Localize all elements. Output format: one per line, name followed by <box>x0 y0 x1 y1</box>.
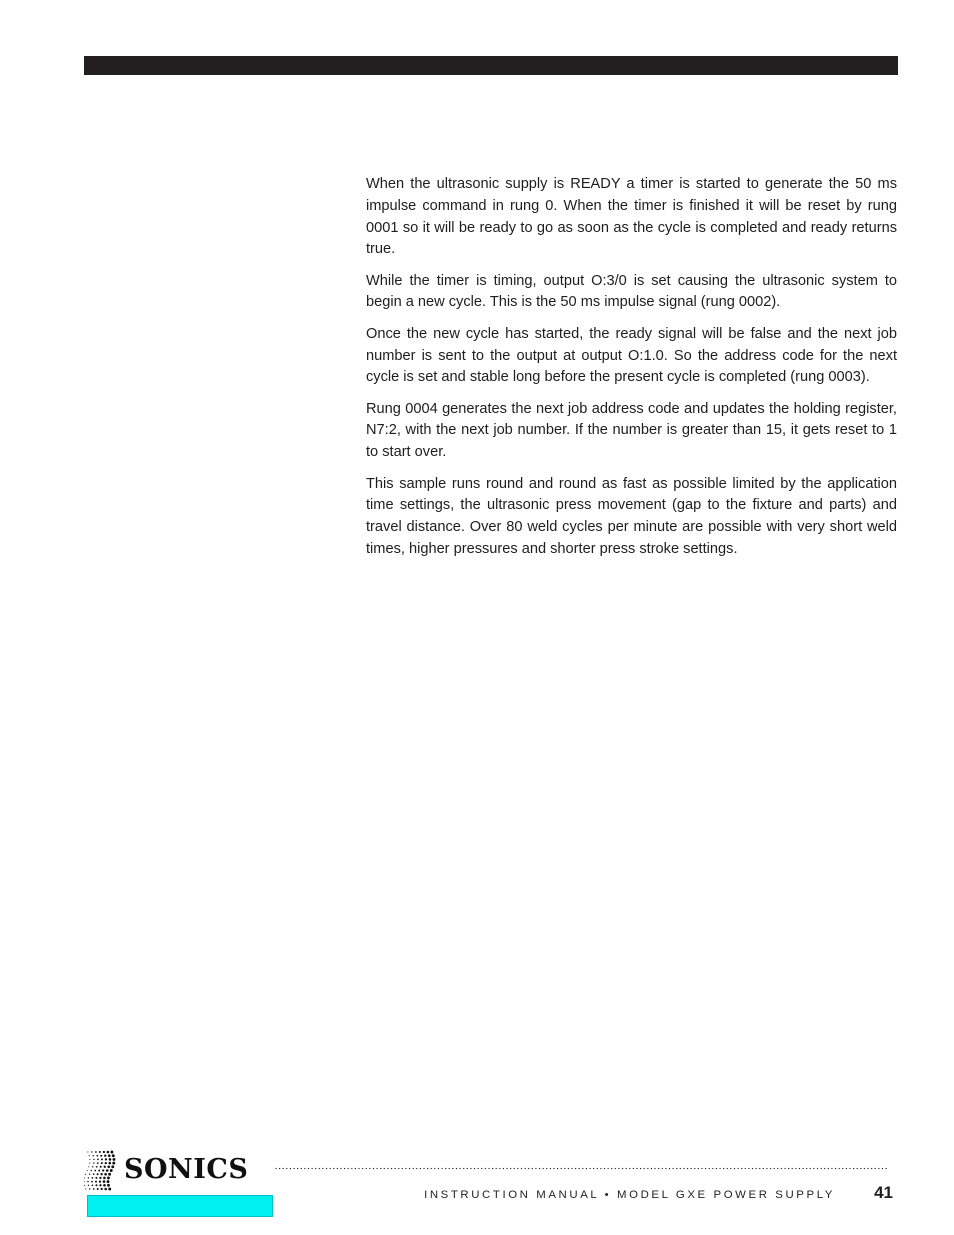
paragraph-1: When the ultrasonic supply is READY a timer is started to generate the 50 ms impulse command in rung 0. When the timer is finished it will be reset by rung 0001 so it will be ready to go as soon as the cycle is completed and ready returns true. <box>366 176 897 258</box>
paragraph-5: This sample runs round and round as fast as possible limited by the application time settings, the ultrasonic press movement (gap to the fixture and parts) and travel distance. Over 80 weld cycles per minute are possible with very short weld times, higher pressures and shorter press stroke settings. <box>366 475 897 557</box>
sound-wave-icon <box>84 1150 118 1192</box>
body-text <box>366 174 897 570</box>
sonics-logo <box>84 1150 276 1220</box>
paragraph-2: While the timer is timing, output O:3/0 is set causing the ultrasonic system to begin a new cycle. This is the 50 ms impulse signal (rung 0002). <box>366 272 897 311</box>
paragraph-4: Rung 0004 generates the next job address code and updates the holding register, N7:2, with the next job number. If the number is greater than 15, it gets reset to 1 to start over. <box>366 400 897 461</box>
logo-wordmark: SONICS <box>124 1154 249 1185</box>
page-number: 41 <box>874 1183 893 1202</box>
logo-tag-bar <box>87 1195 273 1217</box>
dot-leader <box>275 1166 889 1171</box>
paragraph-3: Once the new cycle has started, the ready signal will be false and the next job number is sent to the output at output O:1.0. So the address code for the next cycle is set and stable long before the present cycle is completed (rung 0003). <box>366 325 897 386</box>
header-bar <box>84 56 898 75</box>
footer-manual-label: INSTRUCTION MANUAL • MODEL GXE POWER SUPPLY <box>424 1189 835 1201</box>
